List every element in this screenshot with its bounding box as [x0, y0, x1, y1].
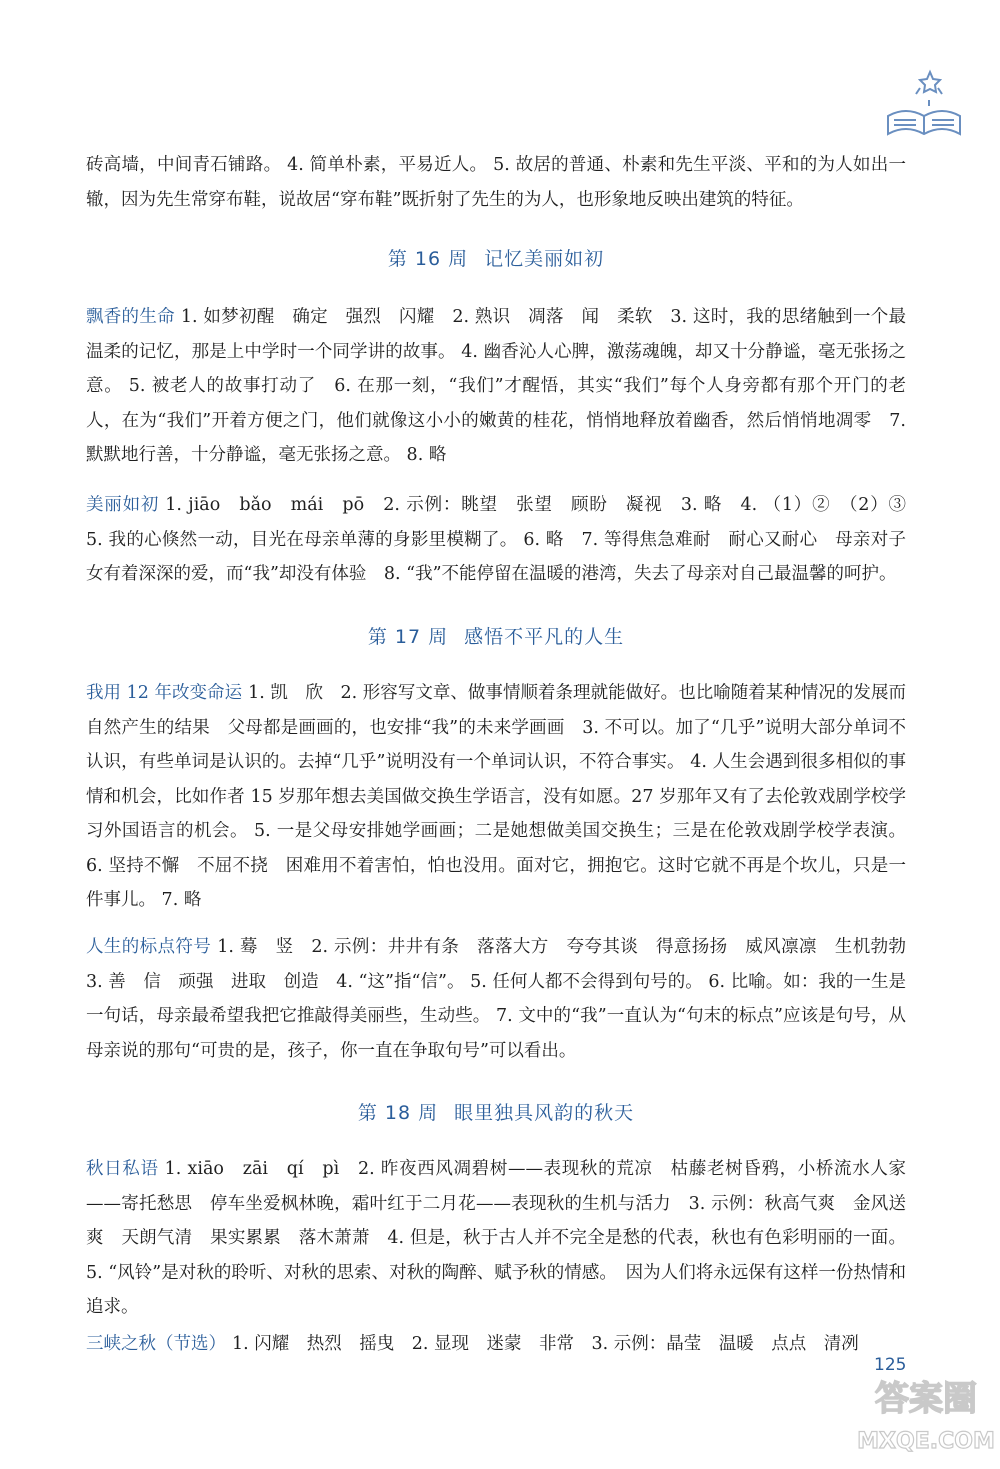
week-16-heading	[86, 244, 906, 271]
meili-label: 美丽如初	[86, 495, 160, 515]
qiuri-text: 1. xiāo zāi qí pì 2. 昨夜西风凋碧树——表现秋的荒凉 枯藤老树昏鸦，小桥流水人家——寄托愁思 停车坐爱枫林晚，霜叶红于二月花——表现秋的生机与活力 3. 示例：秋高气爽 金风送爽 天朗气清 果实累累 落木萧萧 4. 但是，秋于古人并不完全是愁的代表，秋也有色彩明丽的一面。 5. “风铃”是对秋的聆听、对秋的思索、对秋的陶醉、赋予秋的情感。 因为人们将永远保有这样一份热情和追求。	[86, 1159, 906, 1317]
meili-text: 1. jiāo bǎo mái pō 2. 示例：眺望 张望 顾盼 凝视 3. 略 4. （1）② （2）③ 5. 我的心倏然一动，目光在母亲单薄的身影里模糊了。 6. 略 7. 等得焦急难耐 耐心又耐心 母亲对子女有着深深的爱，而“我”却没有体验 8. “我”不能停留在温暖的港湾，失去了母亲对自己最温馨的呵护。	[86, 495, 924, 584]
week-16-title: 记忆美丽如初	[484, 248, 605, 270]
meili-section	[86, 488, 924, 592]
sanxia-label: 三峡之秋（节选）	[86, 1334, 226, 1354]
week-17-title: 感悟不平凡的人生	[464, 626, 625, 648]
sanxia-section	[86, 1327, 906, 1362]
piaoxiang-label: 飘香的生命	[86, 307, 175, 327]
watermark-url: MXQE.COM	[857, 1429, 995, 1454]
biaodian-section	[86, 930, 924, 1068]
intro-text: 砖高墙，中间青石铺路。 4. 简单朴素，平易近人。 5. 故居的普通、朴素和先生平淡、平和的为人如出一辙，因为先生常穿布鞋，说故居“穿布鞋”既折射了先生的为人，也形象地反映出建筑的特征。	[86, 155, 906, 210]
woyong-section	[86, 676, 906, 918]
week-18-title: 眼里独具风韵的秋天	[454, 1102, 635, 1124]
qiuri-label: 秋日私语	[86, 1159, 159, 1179]
week-18-number: 第 18 周	[357, 1102, 439, 1124]
piaoxiang-text: 1. 如梦初醒 确定 强烈 闪耀 2. 熟识 凋落 闻 柔软 3. 这时，我的思绪触到一个最温柔的记忆，那是上中学时一个同学讲的故事。 4. 幽香沁人心脾，激荡魂魄，却又十分静谧，毫无张扬之意。 5. 被老人的故事打动了 6. 在那一刻，“我们”才醒悟，其实“我们”每个人身旁都有那个开门的老人，在为“我们”开着方便之门，他们就像这小小的嫩黄的桂花，悄悄地释放着幽香，然后悄悄地凋零 7. 默默地行善，十分静谧，毫无张扬之意。 8. 略	[86, 307, 906, 465]
week-17-number: 第 17 周	[367, 626, 449, 648]
woyong-label: 我用 12 年改变命运	[86, 683, 243, 703]
piaoxiang-section	[86, 300, 906, 473]
week-16-number: 第 16 周	[387, 248, 469, 270]
open-book-icon	[880, 64, 970, 144]
sanxia-text: 1. 闪耀 热烈 摇曳 2. 显现 迷蒙 非常 3. 示例：晶莹 温暖 点点 清冽	[232, 1334, 859, 1354]
watermark-logo	[857, 1362, 995, 1462]
biaodian-label: 人生的标点符号	[86, 937, 212, 957]
page-number: 125	[874, 1355, 907, 1375]
woyong-text: 1. 凯 欣 2. 形容写文章、做事情顺着条理就能做好。也比喻随着某种情况的发展而自然产生的结果 父母都是画画的，也安排“我”的未来学画画 3. 不可以。加了“几乎”说明大部分单词不认识，有些单词是认识的。去掉“几乎”说明没有一个单词认识，不符合事实。 4. 人生会遇到很多相似的事情和机会，比如作者 15 岁那年想去美国做交换生学语言，没有如愿。27 岁那年又有了去伦敦戏剧学校学习外国语言的机会。 5. 一是父母安排她学画画；二是她想做美国交换生；三是在伦敦戏剧学校学表演。 6. 坚持不懈 不屈不挠 困难用不着害怕，怕也没用。面对它，拥抱它。这时它就不再是个坎儿，只是一件事儿。 7. 略	[86, 683, 906, 910]
week-17-heading	[86, 622, 906, 649]
biaodian-text: 1. 蓦 竖 2. 示例：井井有条 落落大方 夸夸其谈 得意扬扬 威风凛凛 生机勃勃 3. 善 信 顽强 进取 创造 4. “这”指“信”。 5. 任何人都不会得到句号的。 6. 比喻。如：我的一生是一句话，母亲最希望我把它推敲得美丽些，生动些。 7. 文中的“我”一直认为“句末的标点”应该是句号，从母亲说的那句“可贵的是，孩子，你一直在争取句号”可以看出。	[86, 937, 924, 1061]
week-18-heading	[86, 1098, 906, 1125]
watermark-text: 答案圈	[875, 1379, 977, 1419]
qiuri-section	[86, 1152, 906, 1325]
intro-paragraph	[86, 148, 906, 217]
